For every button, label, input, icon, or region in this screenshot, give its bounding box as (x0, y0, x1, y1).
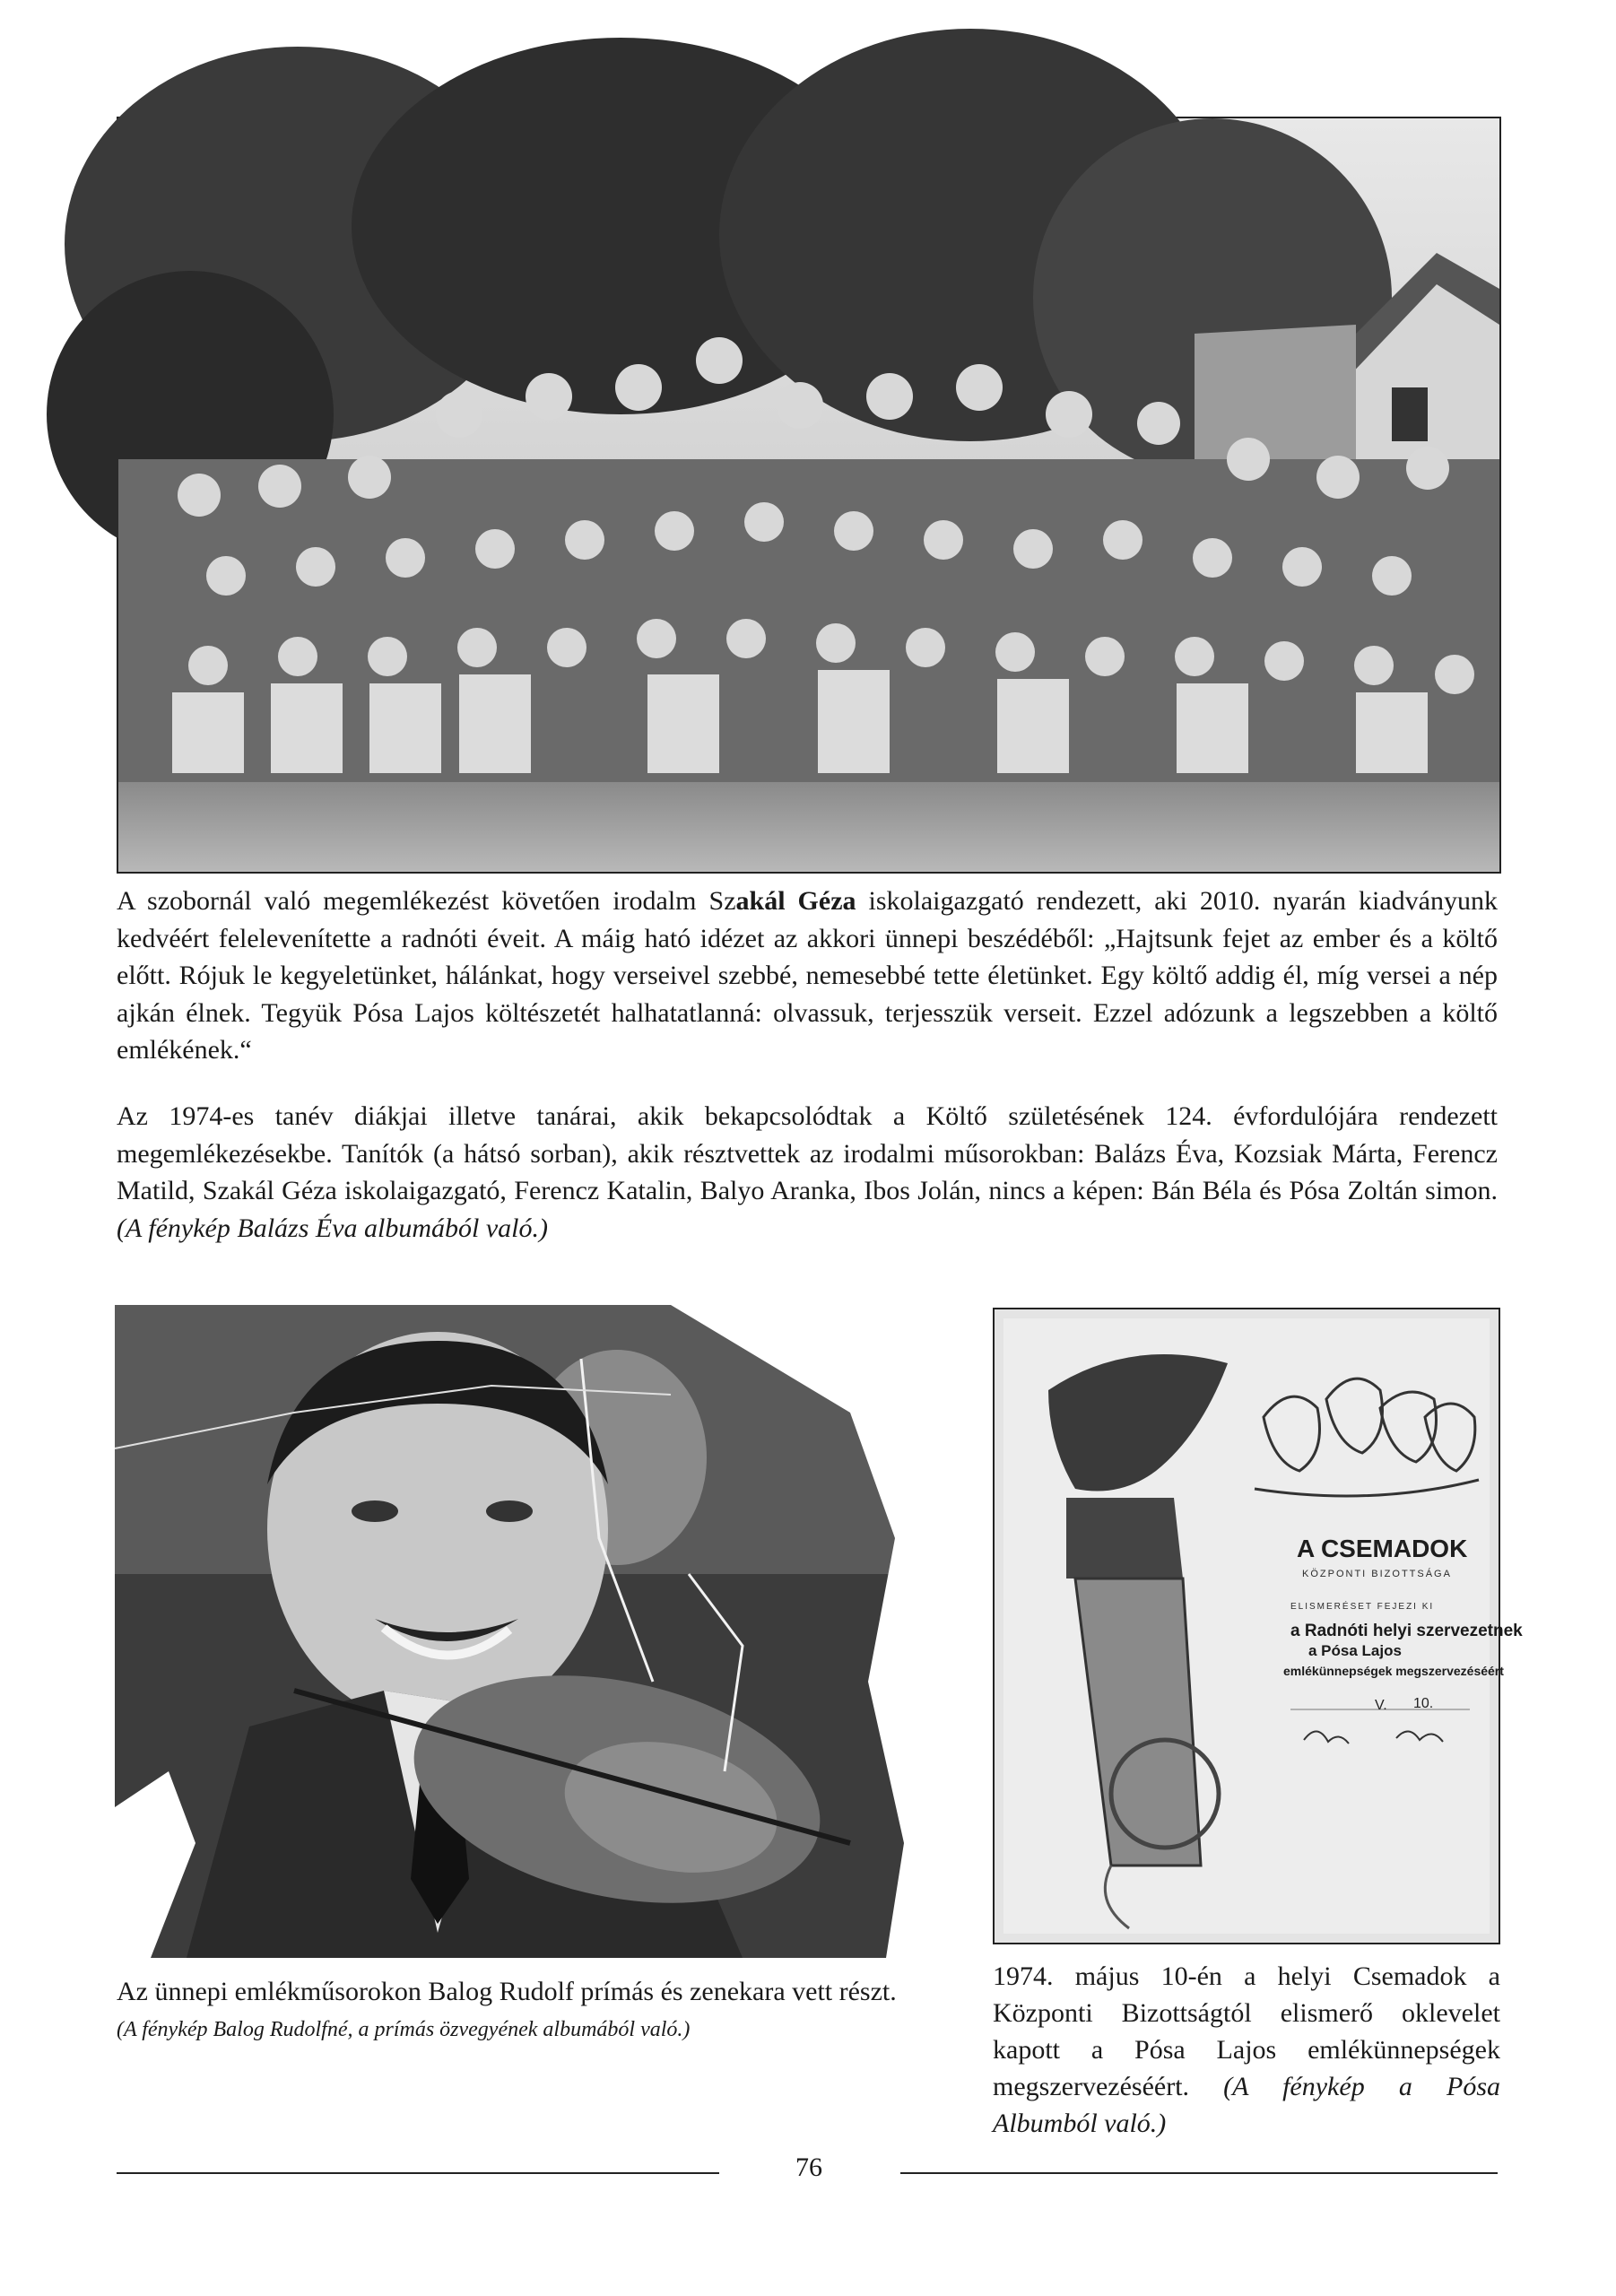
diploma-date-month: V. (1375, 1698, 1387, 1713)
diploma-org: A CSEMADOK (1297, 1535, 1468, 1562)
page-number: 76 (795, 2152, 822, 2182)
paragraph-2-text: Az 1974-es tanév diákjai illetve tanárai, akik bekapcsolódtak a Költő születésének 124. évfordulójára rendezett megemlékezésekbe. Tanítók (a hátsó sorban), akik résztvettek az irodalmi műsorokban: Balázs Éva, Kozsiak Márta, Ferencz Matild, Szakál Géza iskolaigazgató, Ferencz Katalin, Balyo Aranka, Ibos Jolán, nincs a képen: Bán Béla és Pósa Zoltán simon. (117, 1101, 1498, 1205)
paragraph-speech (117, 883, 1498, 1069)
paragraph-photo-description (117, 1098, 1498, 1247)
violinist-photo (115, 1305, 927, 1958)
diploma-header: ELISMERÉSET FEJEZI KI (1290, 1602, 1435, 1612)
diploma-photo-image (995, 1309, 1523, 1943)
caption-left-source: (A fénykép Balog Rudolfné, a prímás özvegyének albumából való.) (117, 2018, 691, 2041)
caption-right-text: 1974. május 10-én a helyi Csemadok a Központi Bizottságtól elismerő oklevelet kapott a Pósa Lajos emlékünnepségek megszervezéséért. (993, 1961, 1500, 2101)
diploma-line-1: a Radnóti helyi szervezetnek (1290, 1622, 1523, 1640)
caption-right-source: (A fénykép a Pósa Albumból való.) (993, 2072, 1500, 2138)
violinist-photo-image (115, 1305, 927, 1958)
group-photo-image (118, 118, 1499, 872)
paragraph-1-text-b: iskolaigazgató rendezett, aki 2010. nyarán kiadványunk kedvéért felelevenítette a radnóti éveit. A máig ható idézet az akkori ünnepi beszédéből: „Hajtsunk fejet az ember és a költő előtt. Rójuk le kegyeletünket, hálánkat, hogy verseivel szebbé, nemesebbé tette életünket. Egy költő addig él, míg versei a nép ajkán élnek. Tegyük Pósa Lajos költészetét halhatatlanná: olvassuk, terjesszük verseit. Ezzel adózunk a legszebben a költő emlékének.“ (117, 886, 1498, 1065)
diploma-line-3: emlékünnepségek megszervezéséért (1283, 1664, 1504, 1678)
diploma-org-sub: KÖZPONTI BIZOTTSÁGA (1302, 1569, 1452, 1579)
diploma-line-2: a Pósa Lajos (1308, 1642, 1402, 1659)
caption-diploma (993, 1958, 1500, 2142)
caption-left-text: Az ünnepi emlékműsorokon Balog Rudolf prímás és zenekara vett részt. (117, 1977, 897, 2006)
footer-rule-left (117, 2172, 719, 2174)
paragraph-2-source: (A fénykép Balázs Éva albumából való.) (117, 1213, 548, 1243)
group-photo (117, 117, 1501, 874)
footer-rule-right (900, 2172, 1498, 2174)
caption-violinist (117, 1973, 924, 2046)
paragraph-1-bold-name: akál Géza (735, 886, 856, 916)
paragraph-1-text-a: A szobornál való megemlékezést követően irodalm Sz (117, 886, 736, 916)
diploma-date-day: 10. (1413, 1696, 1434, 1711)
diploma-photo (993, 1308, 1523, 1944)
